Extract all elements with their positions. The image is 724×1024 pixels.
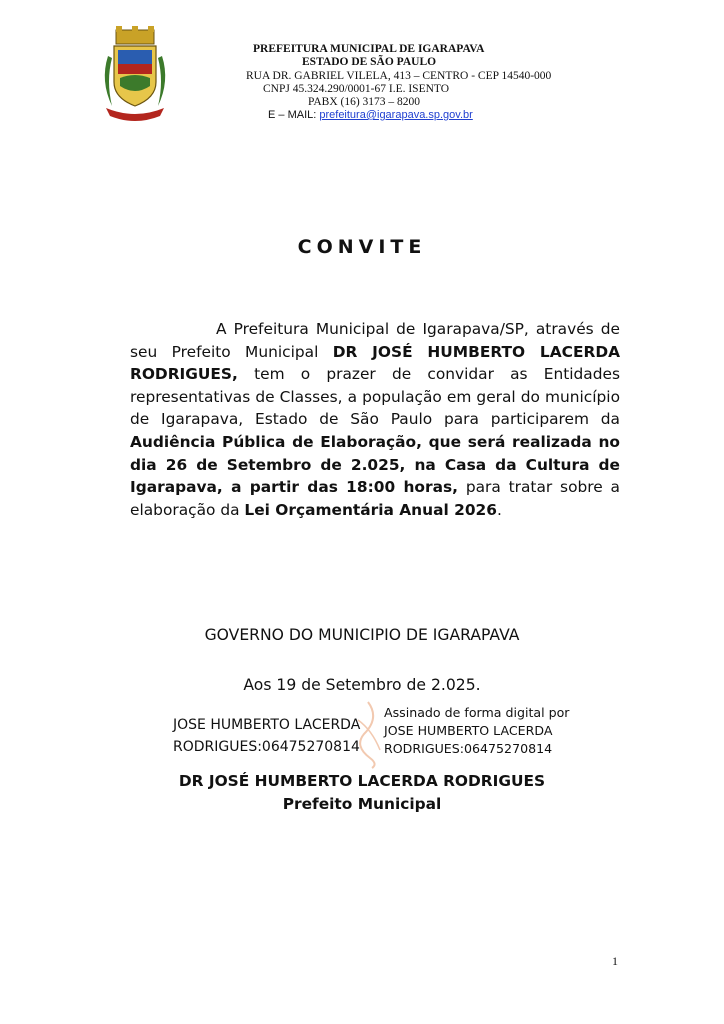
event-details: Audiência Pública de Elaboração, que será realizada no dia 26 de Setembro de 2.025, na Casa da Cultura de Igarapava, a partir das 18:00 horas,: [130, 432, 620, 497]
page-title: CONVITE: [297, 236, 427, 258]
signature-left-line-1: JOSE HUMBERTO LACERDA: [173, 717, 361, 733]
header-org: PREFEITURA MUNICIPAL DE IGARAPAVA: [253, 43, 485, 55]
signature-right-line-1: Assinado de forma digital por: [384, 705, 570, 720]
signature-right-line-3: RODRIGUES:06475270814: [384, 741, 553, 756]
government-line: GOVERNO DO MUNICIPIO DE IGARAPAVA: [204, 626, 520, 644]
header-state: ESTADO DE SÃO PAULO: [302, 56, 437, 68]
signature-right-line-2: JOSE HUMBERTO LACERDA: [384, 723, 553, 738]
header-cnpj: CNPJ 45.324.290/0001-67 I.E. ISENTO: [263, 83, 450, 95]
mayor-name: DR JOSÉ HUMBERTO LACERDA RODRIGUES,: [130, 342, 621, 384]
email-link[interactable]: prefeitura@igarapava.sp.gov.br: [319, 109, 473, 121]
invitation-body: [130, 318, 620, 521]
signature-left-line-2: RODRIGUES:06475270814: [173, 739, 360, 755]
header-pabx: PABX (16) 3173 – 8200: [308, 96, 421, 108]
signer-name: DR JOSÉ HUMBERTO LACERDA RODRIGUES: [178, 772, 546, 790]
coat-of-arms-icon: [98, 26, 172, 122]
email-label: E – MAIL:: [268, 109, 317, 121]
header-address: RUA DR. GABRIEL VILELA, 413 – CENTRO - CEP 14540-000: [246, 70, 552, 82]
body-text-2: tem o prazer de convidar as Entidades representativas de Classes, a população em geral do município de Igarapava, Estado de São Paulo para participarem da: [130, 365, 620, 429]
date-line: Aos 19 de Setembro de 2.025.: [243, 676, 481, 694]
signer-role: Prefeito Municipal: [282, 795, 442, 813]
body-text-3: para tratar sobre a elaboração da: [130, 478, 620, 519]
digital-signature-stamp: [384, 704, 570, 758]
page-number: 1: [612, 954, 618, 968]
law-name: Lei Orçamentária Anual 2026: [244, 500, 497, 519]
header-email-line: [268, 108, 473, 122]
signature-name-block: [173, 714, 360, 758]
body-end: .: [496, 500, 502, 519]
signature-mark-icon: [350, 700, 386, 770]
body-text-1: A Prefeitura Municipal de Igarapava/SP, através de seu Prefeito Municipal: [130, 320, 620, 361]
